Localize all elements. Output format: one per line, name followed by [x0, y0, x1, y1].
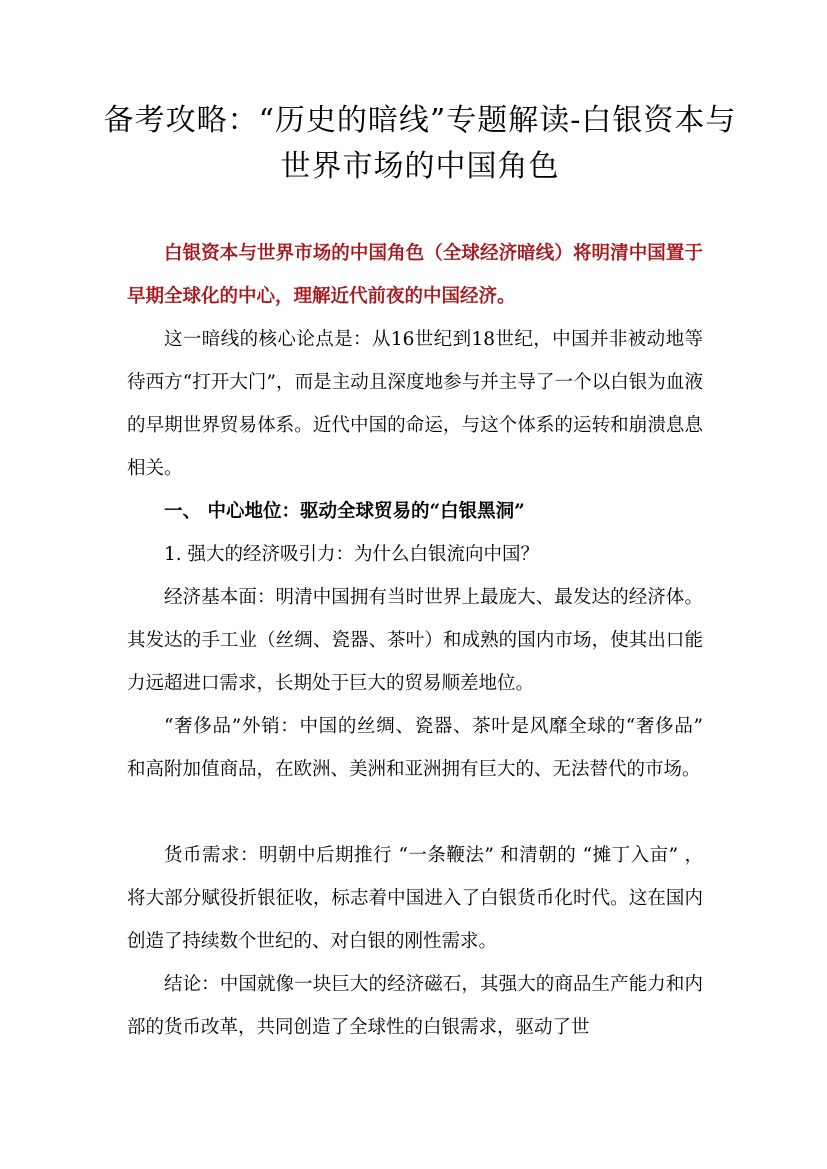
luxury-exports-paragraph: “奢侈品”外销：中国的丝绸、瓷器、茶叶是风靡全球的“奢侈品” 和高附加值商品，在欧洲、美洲和亚洲拥有巨大的、无法替代的市场。	[127, 716, 703, 780]
monetary-demand-paragraph: 货币需求：明朝中后期推行 “一条鞭法” 和清朝的 “摊丁入亩” ，将大部分赋役折银征收，标志着中国进入了白银货币化时代。这在国内创造了持续数个世纪的、对白银的刚性需求。	[127, 845, 703, 952]
lead-paragraph: 白银资本与世界市场的中国角色（全球经济暗线）将明清中国置于早期全球化的中心，理解近代前夜的中国经济。	[127, 243, 703, 307]
economic-fundamentals-paragraph: 经济基本面：明清中国拥有当时世界上最庞大、最发达的经济体。其发达的手工业（丝绸、瓷器、茶叶）和成熟的国内市场，使其出口能力远超进口需求，长期处于巨大的贸易顺差地位。	[127, 587, 703, 694]
document-title: 备考攻略：“历史的暗线”专题解读-白银资本与世界市场的中国角色	[103, 103, 737, 184]
core-argument-paragraph: 这一暗线的核心论点是：从16世纪到18世纪，中国并非被动地等待西方“打开大门”，而是主动且深度地参与并主导了一个以白银为血液的早期世界贸易体系。近代中国的命运，与这个体系的运转和崩溃息息相关。	[127, 329, 703, 479]
subsection-heading: 1. 强大的经济吸引力：为什么白银流向中国？	[164, 544, 540, 565]
section-heading: 一、 中心地位：驱动全球贸易的“白银黑洞”	[164, 501, 525, 522]
conclusion-paragraph: 结论：中国就像一块巨大的经济磁石，其强大的商品生产能力和内部的货币改革，共同创造了全球性的白银需求，驱动了世	[127, 974, 703, 1038]
